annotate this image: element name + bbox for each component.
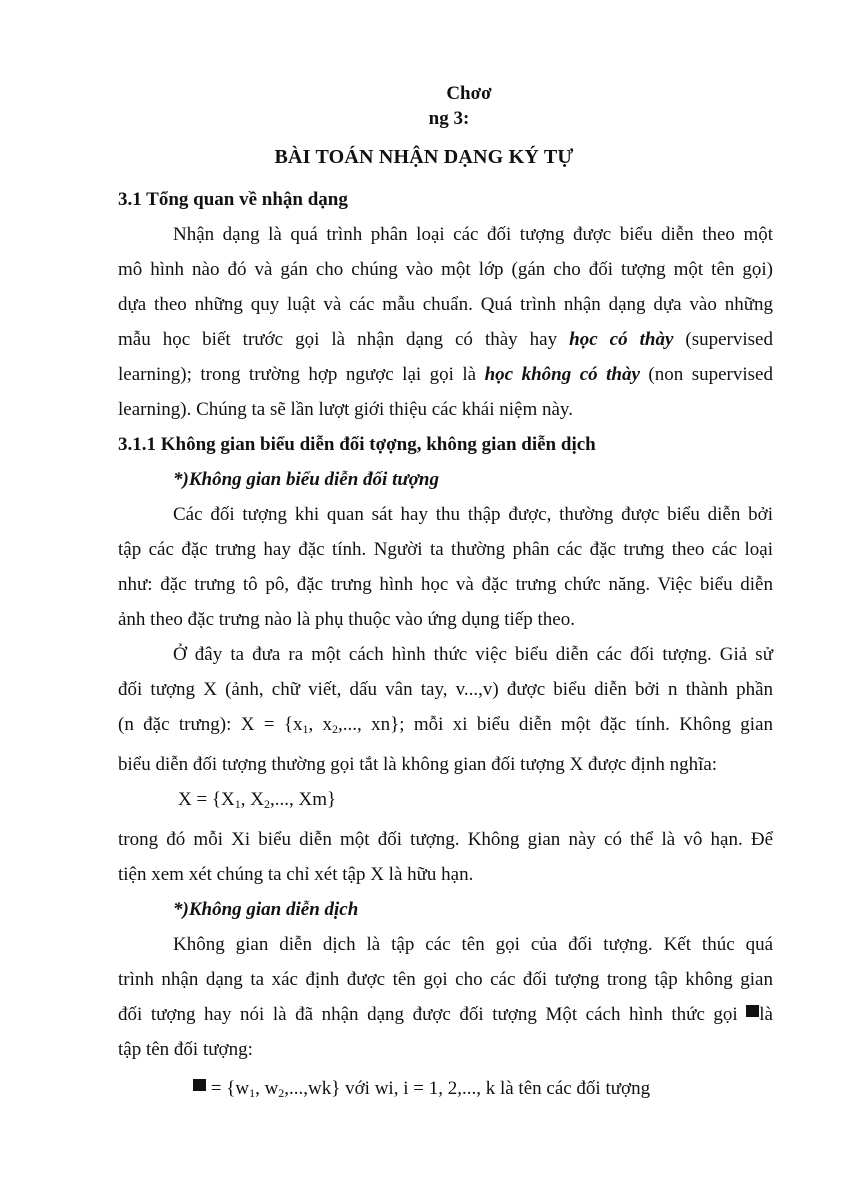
chapter-heading-line2: ng 3: <box>428 108 470 129</box>
text-line: trong đó mỗi Xi biểu diễn một đối tượng. Không gian này có thể là vô hạn. Để <box>118 829 773 850</box>
chapter-title: BÀI TOÁN NHẬN DẠNG KÝ TỰ <box>274 146 574 168</box>
formula-object-space: $X = \{X_1$, $X_2$,..., Xm} <box>178 789 337 811</box>
text-line: (n đặc trưng): $X = \{x_1$, $x_2$,..., xn}; mỗi xi biểu diễn một đặc tính. Không gian <box>118 714 773 736</box>
text-line: tập các đặc trưng hay đặc tính. Người ta thường phân các đặc trưng theo các loại <box>118 539 773 560</box>
text-line: đối tượng X (ảnh, chữ viết, dấu vân tay, v...,v) được biểu diễn bởi n thành phần <box>118 679 773 700</box>
omega-symbol-placeholder-icon <box>746 1005 759 1017</box>
paragraph-formal-representation <box>118 637 773 782</box>
text-line: mô hình nào đó và gán cho chúng vào một lớp (gán cho đối tượng một tên gọi) <box>118 259 773 280</box>
text-line: learning); trong trường hợp ngược lại gọi là học không có thày (non supervised <box>118 364 773 385</box>
text-line: ảnh theo đặc trưng nào là phụ thuộc vào ứng dụng tiếp theo. <box>118 609 575 630</box>
formula-name-set: = {$w_1$, $w_2,...,wk$} với wi, i = 1, 2,..., k là tên các đối tượng <box>118 1071 773 1111</box>
paragraph-recognition-overview <box>118 217 773 427</box>
paragraph-object-features <box>118 497 773 637</box>
text-line: Các đối tượng khi quan sát hay thu thập được, thường được biểu diễn bởi <box>173 504 773 525</box>
section-heading-3-1: 3.1 Tổng quan về nhận dạng <box>118 189 348 210</box>
section-heading-3-1-1: 3.1.1 Không gian biểu diễn đối tợợng, không gian diễn dịch <box>118 434 596 455</box>
text-line: trình nhận dạng ta xác định được tên gọi cho các đối tượng trong tập không gian <box>118 969 773 990</box>
text-line: dựa theo những quy luật và các mẫu chuẩn. Quá trình nhận dạng dựa vào những <box>118 294 773 315</box>
text-line: tiện xem xét chúng ta chỉ xét tập X là hữu hạn. <box>118 864 474 885</box>
text-line: biểu diễn đối tượng thường gọi tắt là không gian đối tượng X được định nghĩa: <box>118 754 718 775</box>
text-line: Ở đây ta đưa ra một cách hình thức việc biểu diễn các đối tượng. Giả sử <box>173 644 773 665</box>
text-line: learning). Chúng ta sẽ lần lượt giới thiệu các khái niệm này. <box>118 399 573 420</box>
paragraph-interpretation-space <box>118 927 773 1067</box>
subheading-object-space: *)Không gian biểu diễn đối tượng <box>173 469 439 490</box>
text-line: đối tượng hay nói là đã nhận dạng được đối tượng Một cách hình thức gọi là <box>118 1004 773 1025</box>
subheading-interpretation-space: *)Không gian diễn dịch <box>173 899 359 920</box>
text-line: như: đặc trưng tô pô, đặc trưng hình học và đặc trưng chức năng. Việc biểu diễn <box>118 574 773 595</box>
chapter-heading-line1: Chơơ <box>446 83 492 104</box>
term-unsupervised: học không có thày <box>484 364 640 385</box>
text-line: mẫu học biết trước gọi là nhận dạng có thày hay học có thày (supervised <box>118 329 773 350</box>
term-supervised: học có thày <box>569 329 674 350</box>
chapter-heading <box>0 83 848 130</box>
text-line: Nhận dạng là quá trình phân loại các đối tượng được biểu diễn theo một <box>173 224 773 245</box>
text-line: Không gian diễn dịch là tập các tên gọi của đối tượng. Kết thúc quá <box>173 934 773 955</box>
text-line: tập tên đối tượng: <box>118 1039 253 1060</box>
document-body <box>118 182 773 1111</box>
omega-symbol-placeholder-icon <box>193 1079 206 1091</box>
paragraph-object-space-note <box>118 822 773 892</box>
